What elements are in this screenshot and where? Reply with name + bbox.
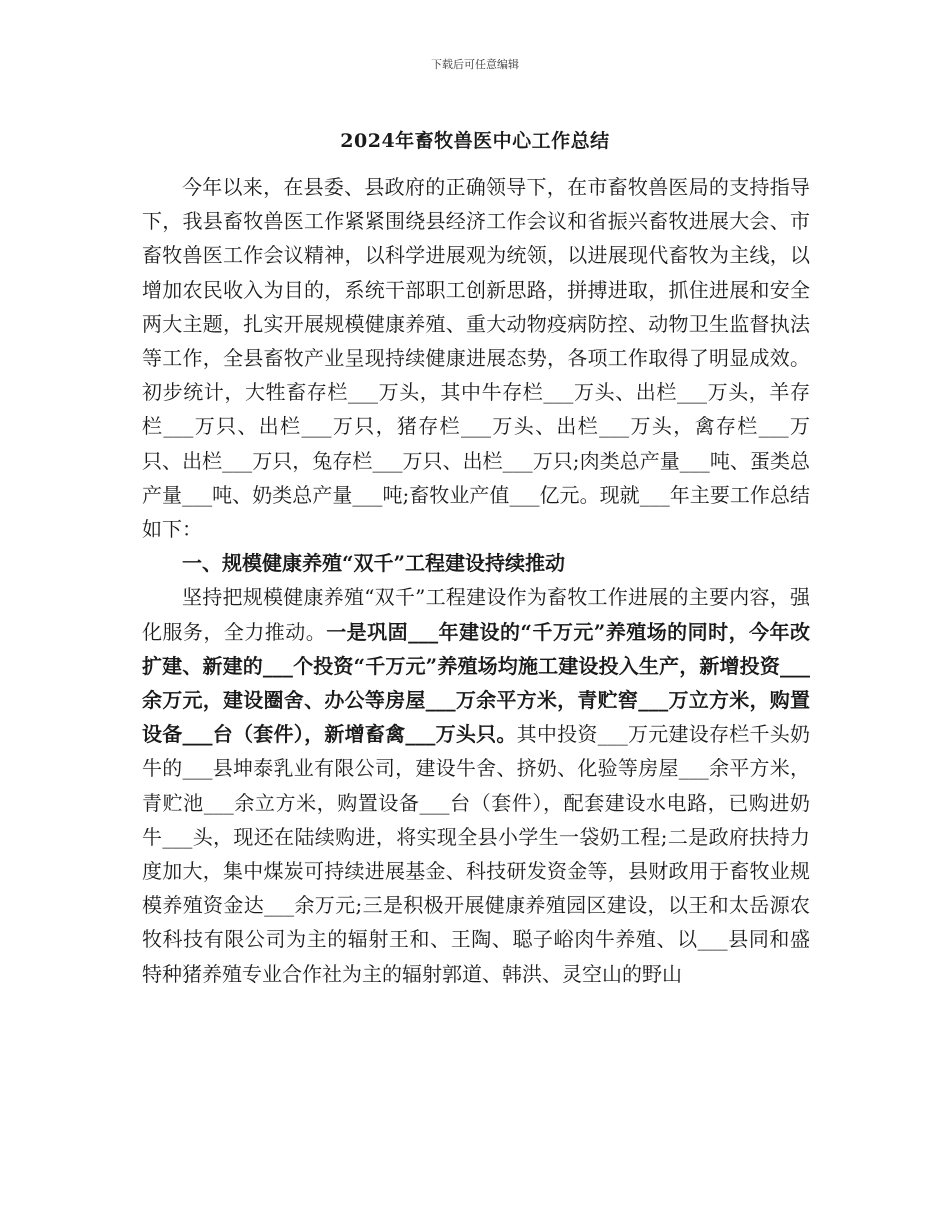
paragraph-section-1 <box>142 580 810 990</box>
header-note: 下载后可任意编辑 <box>431 58 519 71</box>
document-body <box>142 170 810 991</box>
paragraph-bold-emphasis: 一是巩固___年建设的“千万元”养殖场的同时，今年改扩建、新建的___个投资“千万元”养殖场均施工建设投入生产，新增投资___余万元，建设圈舍、办公等房屋___万余平方米，青贮窖___万立方米，购置设备___台（套件），新增畜禽___万头只。 <box>142 619 810 747</box>
document-title: 2024年畜牧兽医中心工作总结 <box>340 130 610 152</box>
paragraph-lead: 坚持把规模健康养殖“双千”工程建设作为畜牧工作进展的主要内容，强化服务，全力推动。 <box>142 585 810 644</box>
section-heading-1: 一、规模健康养殖“双千”工程建设持续推动 <box>182 551 566 576</box>
paragraph-intro: 今年以来，在县委、县政府的正确领导下，在市畜牧兽医局的支持指导下，我县畜牧兽医工作紧紧围绕县经济工作会议和省振兴畜牧进展大会、市畜牧兽医工作会议精神，以科学进展观为统领，以进展现代畜牧为主线，以增加农民收入为目的，系统干部职工创新思路，拼搏进取，抓住进展和安全两大主题，扎实开展规模健康养殖、重大动物疫病防控、动物卫生监督执法等工作，全县畜牧产业呈现持续健康进展态势，各项工作取得了明显成效。初步统计，大牲畜存栏___万头，其中牛存栏___万头、出栏___万头，羊存栏___万只、出栏___万只，猪存栏___万头、出栏___万头，禽存栏___万只、出栏___万只，兔存栏___万只、出栏___万只;肉类总产量___吨、蛋类总产量___吨、奶类总产量___吨;畜牧业产值___亿元。现就___年主要工作总结如下： <box>142 175 810 542</box>
paragraph-rest: 其中投资___万元建设存栏千头奶牛的___县坤泰乳业有限公司，建设牛舍、挤奶、化验等房屋___余平方米，青贮池___余立方米，购置设备___台（套件），配套建设水电路，已购进奶牛___头，现还在陆续购进，将实现全县小学生一袋奶工程;二是政府扶持力度加大，集中煤炭可持续进展基金、科技研发资金等，县财政用于畜牧业规模养殖资金达___余万元;三是积极开展健康养殖园区建设，以王和太岳源农牧科技有限公司为主的辐射王和、王陶、聪子峪肉牛养殖、以___县同和盛特种猪养殖专业合作社为主的辐射郭道、韩洪、灵空山的野山 <box>142 722 811 986</box>
